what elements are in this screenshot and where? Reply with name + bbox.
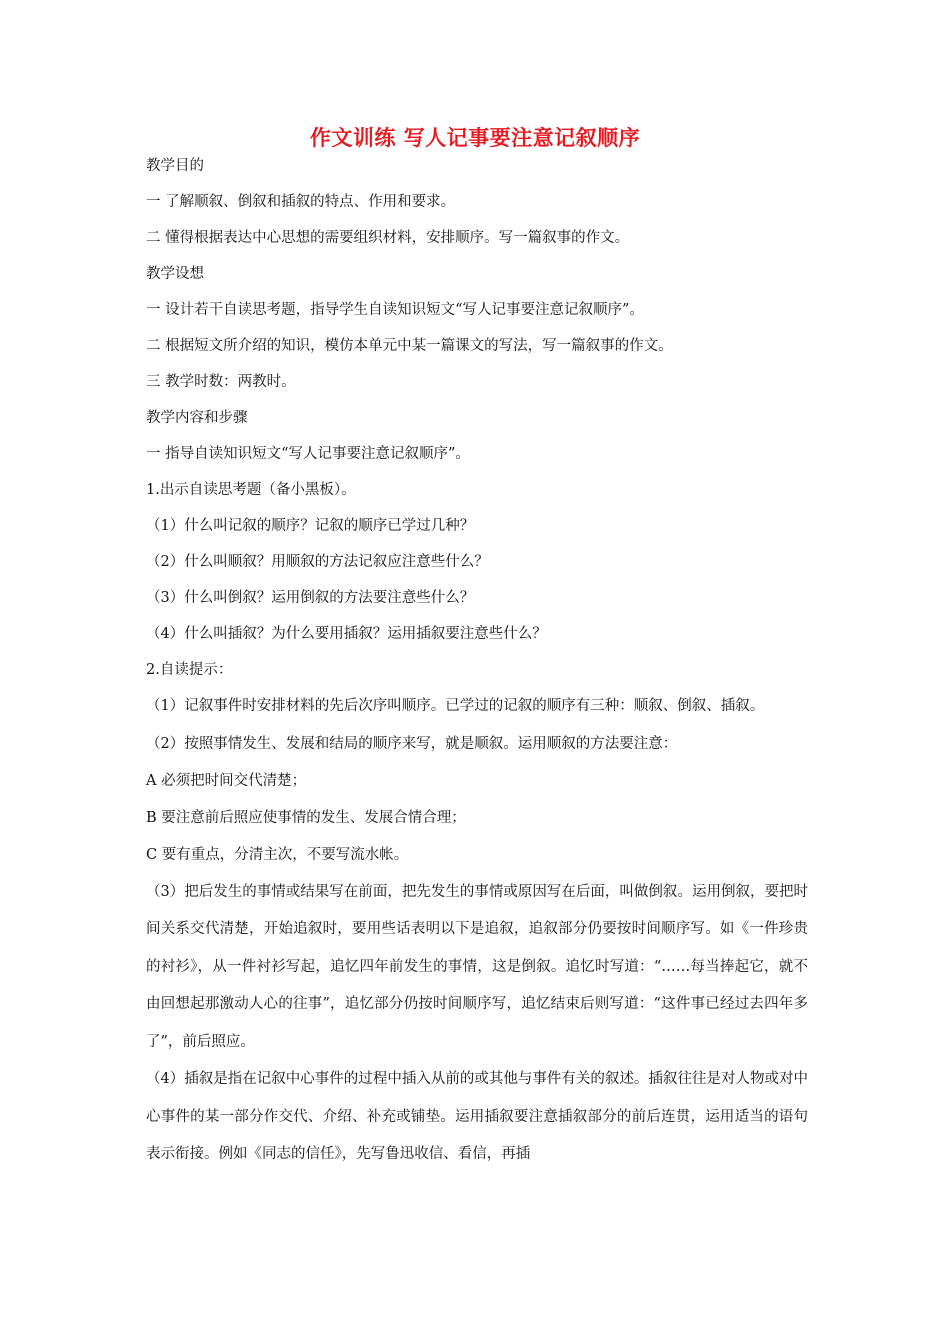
hint-paragraph-3: （3）把后发生的事情或结果写在前面，把先发生的事情或原因写在后面，叫做倒叙。运用倒叙，要把时间关系交代清楚，开始追叙时，要用些话表明以下是追叙，追叙部分仍要按时间顺序写。如《一件珍贵的衬衫》，从一件衬衫写起，追忆四年前发生的事情，这是倒叙。追忆时写道：“……每当捧起它，就不由回想起那激动人心的往事”，追忆部分仍按时间顺序写，追忆结束后则写道：“这件事已经过去四年多了”，前后照应。 [146, 883, 808, 1050]
question-3: （3）什么叫倒叙？运用倒叙的方法要注意些什么？ [146, 590, 475, 606]
hint-paragraph-2: （2）按照事情发生、发展和结局的顺序来写，就是顺叙。运用顺叙的方法要注意： [146, 735, 678, 752]
design-item-3: 三 教学时数：两教时。 [146, 374, 296, 390]
goal-item-2: 二 懂得根据表达中心思想的需要组织材料，安排顺序。写一篇叙事的作文。 [146, 230, 630, 246]
document-body [146, 148, 808, 1174]
question-4: （4）什么叫插叙？为什么要用插叙？运用插叙要注意些什么？ [146, 626, 547, 642]
design-heading: 教学设想 [146, 266, 204, 282]
design-item-1: 一 设计若干自读思考题，指导学生自读知识短文“写人记事要注意记叙顺序”。 [146, 302, 644, 318]
hints-heading: 2.自读提示： [146, 662, 233, 678]
hint-paragraph-1: （1）记叙事件时安排材料的先后次序叫顺序。已学过的记叙的顺序有三种：顺叙、倒叙、插叙。 [146, 698, 765, 714]
hint-2-item-b: B 要注意前后照应使事情的发生、发展合情合理； [146, 809, 466, 826]
goals-heading: 教学目的 [146, 158, 204, 174]
goal-item-1: 一 了解顺叙、倒叙和插叙的特点、作用和要求。 [146, 194, 456, 210]
hint-paragraph-4: （4）插叙是指在记叙中心事件的过程中插入从前的或其他与事件有关的叙述。插叙往往是对人物或对中心事件的某一部分作交代、介绍、补充或铺垫。运用插叙要注意插叙部分的前后连贯，运用适当的语句表示衔接。例如《同志的信任》，先写鲁迅收信、看信，再插 [146, 1071, 808, 1162]
step-item-1: 一 指导自读知识短文“写人记事要注意记叙顺序”。 [146, 446, 470, 462]
question-1: （1）什么叫记叙的顺序？记叙的顺序已学过几种？ [146, 518, 475, 534]
document-title: 作文训练 写人记事要注意记叙顺序 [309, 126, 641, 150]
content-heading: 教学内容和步骤 [146, 410, 248, 426]
questions-heading: 1.出示自读思考题（备小黑板）。 [146, 482, 356, 498]
question-2: （2）什么叫顺叙？用顺叙的方法记叙应注意些什么？ [146, 554, 489, 570]
hint-2-item-a: A 必须把时间交代清楚； [146, 772, 307, 789]
hint-2-item-c: C 要有重点，分清主次，不要写流水帐。 [146, 846, 409, 863]
design-item-2: 二 根据短文所介绍的知识，模仿本单元中某一篇课文的写法，写一篇叙事的作文。 [146, 338, 673, 354]
